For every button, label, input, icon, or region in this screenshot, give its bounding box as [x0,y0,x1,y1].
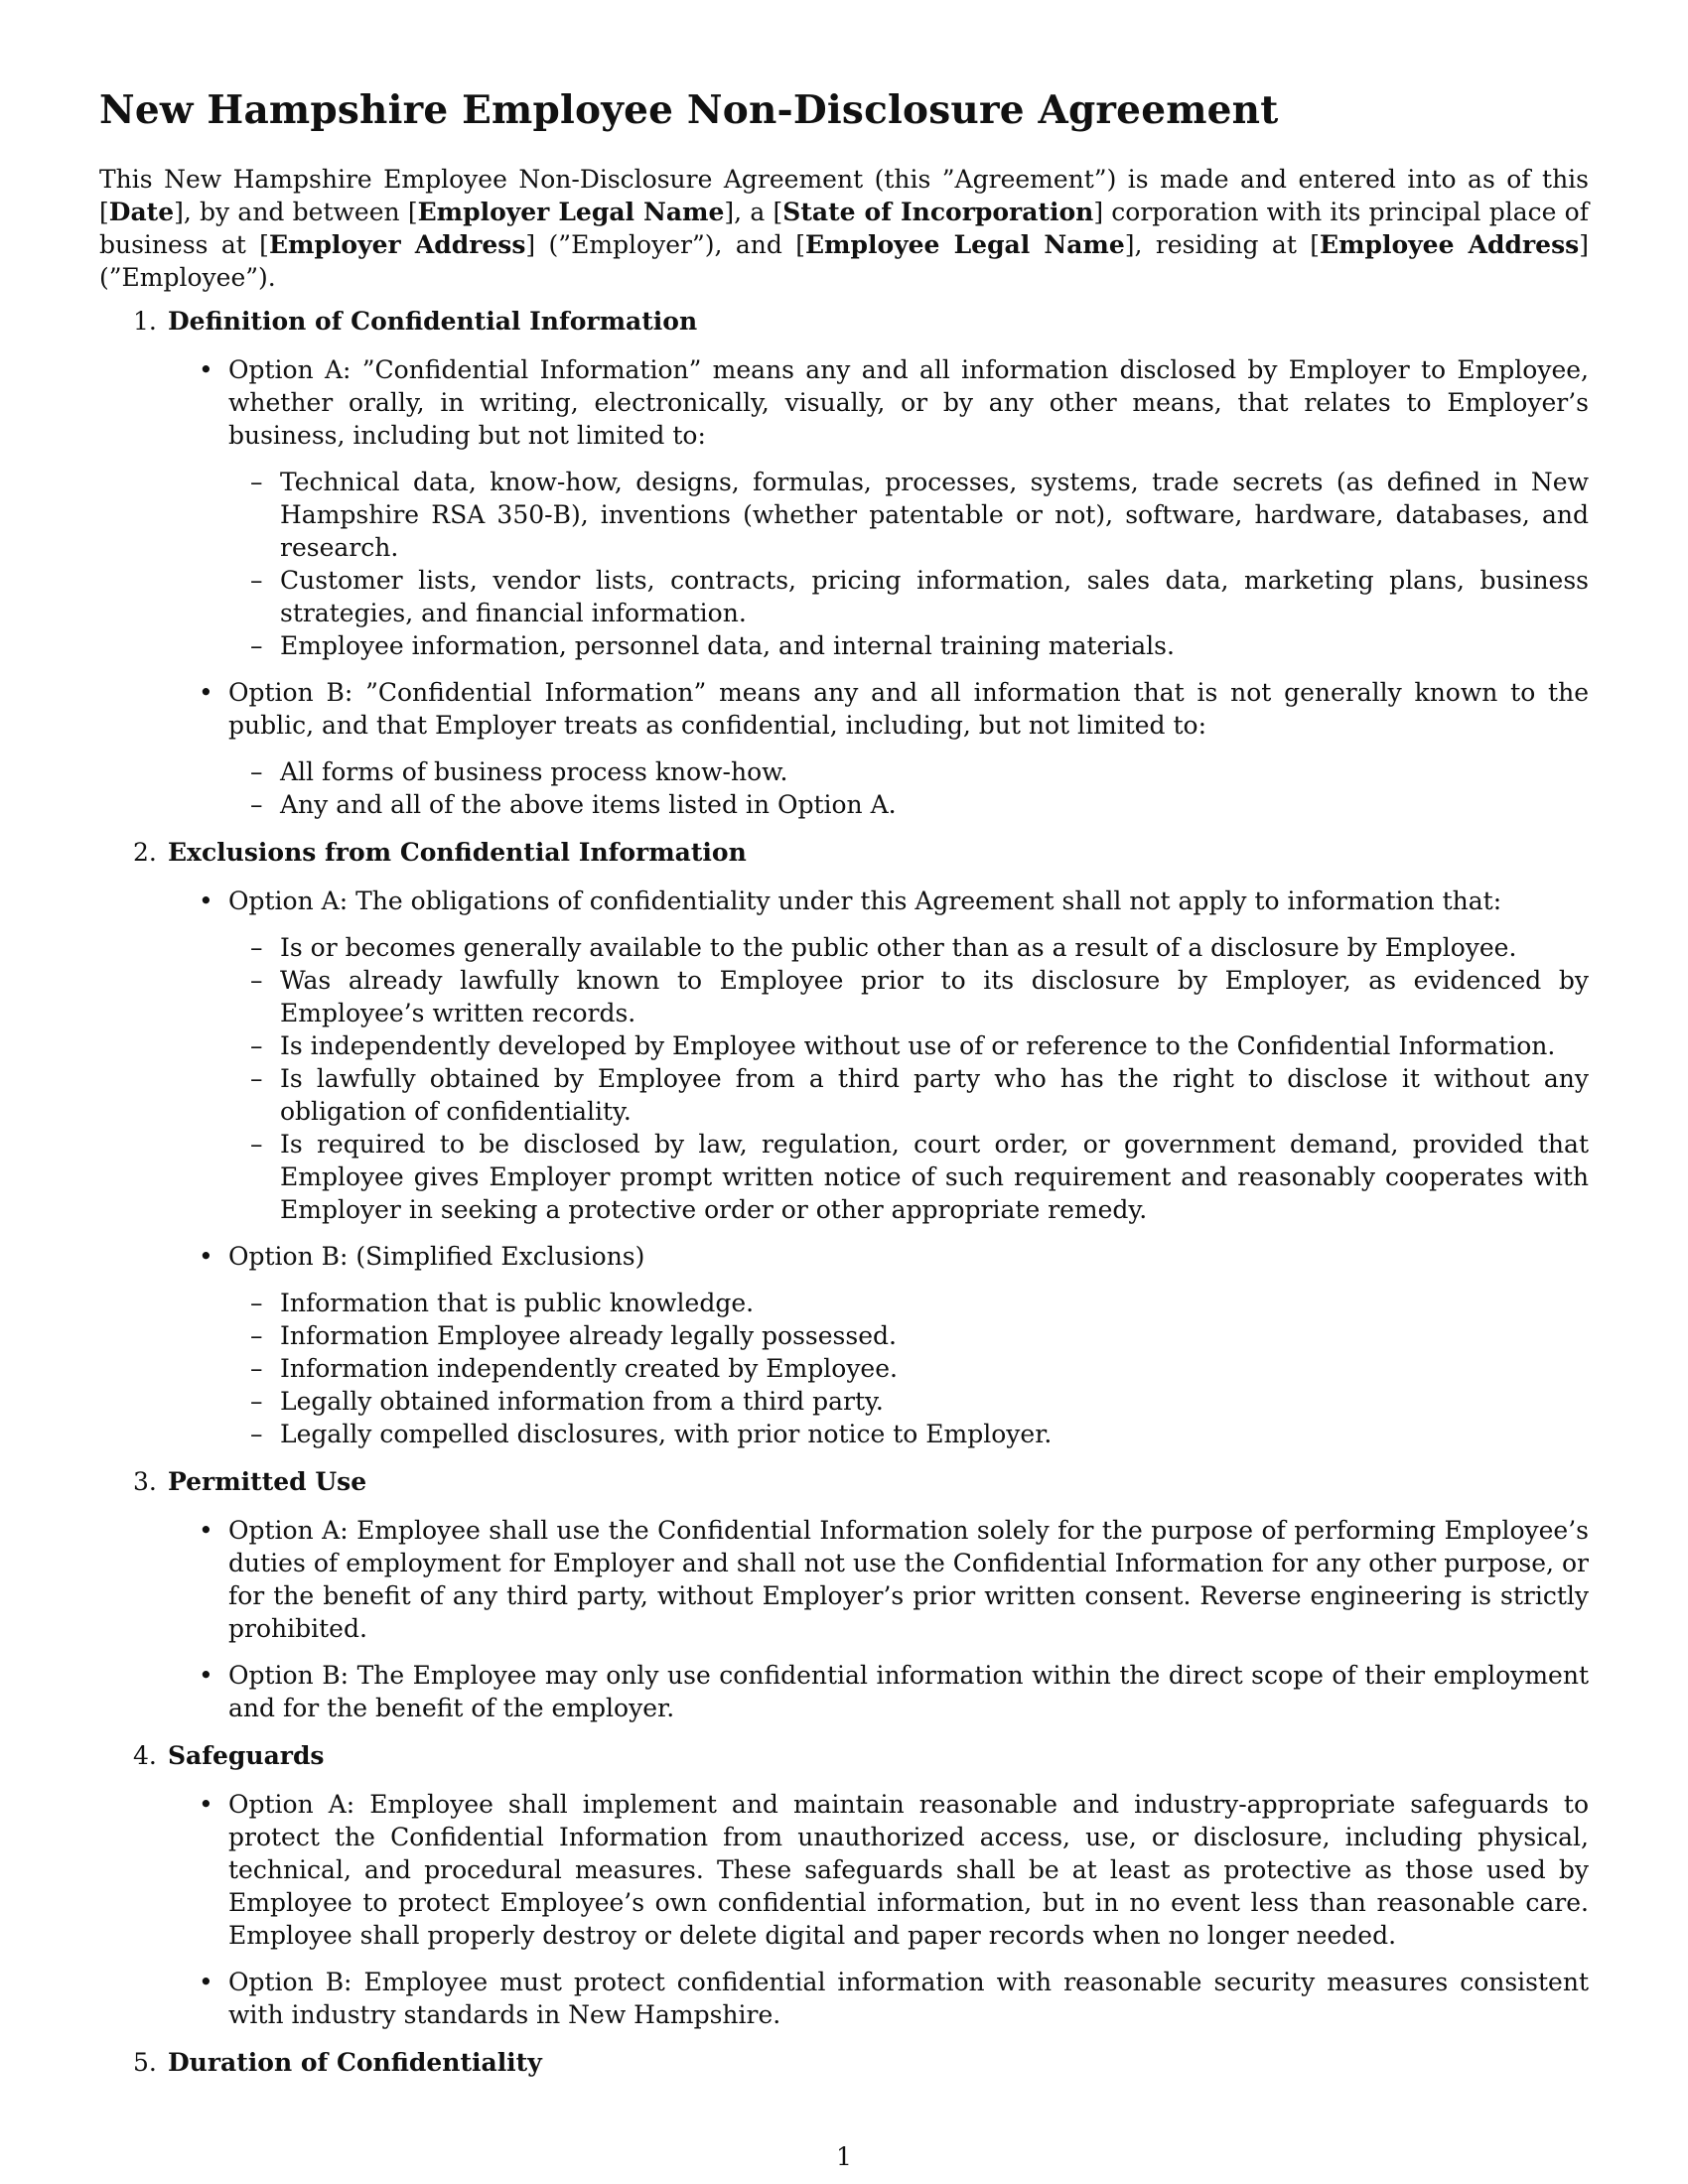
employee-address-placeholder: Employee Address [1320,230,1580,259]
sub-item-text: Is required to be disclosed by law, regulation, court order, or government demand, provided that Employee gives Employer prompt written notice of such requirement and reasonably cooperates with Employer in seeking a protective order or other appropriate remedy. [280,1130,1589,1224]
sub-item [228,931,1589,964]
sub-item [228,1385,1589,1418]
sub-item [228,788,1589,821]
section-number: 1. [133,307,157,336]
intro-paragraph [99,163,1589,294]
bullet-icon: • [199,1790,213,1819]
sub-items-list [228,466,1589,662]
sub-item-text: Was already lawfully known to Employee prior to its disclosure by Employer, as evidenced by Employee’s written records. [280,966,1589,1027]
section [99,1464,1589,1724]
option-item [99,885,1589,1226]
dash-icon: – [250,966,263,995]
dash-icon: – [250,1289,263,1317]
section-number: 5. [133,2048,157,2077]
section [99,835,1589,1450]
option-text: Option B: ”Confidential Information” means any and all information that is not generally known to the public, and that Employer treats as confidential, including, but not limited to: [228,678,1589,740]
sub-item [228,466,1589,564]
sub-item-text: Is lawfully obtained by Employee from a third party who has the right to disclose it without any obligation of confidentiality. [280,1064,1589,1126]
sub-item [228,1287,1589,1319]
intro-text: ] (”Employer”), and [ [525,230,805,259]
option-text: Option B: Employee must protect confidential information with reasonable security measures consistent with industry standards in New Hampshire. [228,1968,1589,2029]
dash-icon: – [250,566,263,595]
document-title: New Hampshire Employee Non-Disclosure Agreement [99,87,1279,133]
option-text: Option A: Employee shall use the Confidential Information solely for the purpose of performing Employee’s duties of employment for Employer and shall not use the Confidential Information for any other purpose, or for the benefit of any third party, without Employer’s prior written consent. Reverse engineering is strictly prohibited. [228,1516,1589,1643]
sub-item-text: Legally obtained information from a third party. [280,1387,884,1416]
sub-item-text: All forms of business process know-how. [280,757,788,786]
sub-item [228,1029,1589,1062]
dash-icon: – [250,468,263,496]
sub-item-text: Is or becomes generally available to the public other than as a result of a disclosure by Employee. [280,933,1517,962]
section-heading [99,1738,1589,1774]
intro-text: ] corporation with its principal place of business at [ [99,198,1589,259]
dash-icon: – [250,1321,263,1350]
sub-item [228,1128,1589,1226]
sub-item-text: Any and all of the above items listed in Option A. [280,790,897,819]
option-text: Option B: The Employee may only use confidential information within the direct scope of their employment and for the benefit of the employer. [228,1661,1589,1722]
option-text: Option A: ”Confidential Information” means any and all information disclosed by Employer to Employee, whether orally, in writing, electronically, visually, or by any other means, that relates to Employer’s business, including but not limited to: [228,355,1589,450]
sub-item [228,755,1589,788]
dash-icon: – [250,631,263,660]
sub-items-list [228,1287,1589,1450]
intro-text: ], by and between [ [174,198,418,226]
dash-icon: – [250,1064,263,1093]
sub-item-text: Employee information, personnel data, and internal training materials. [280,631,1175,660]
intro-text: ], a [ [724,198,783,226]
employer-address-placeholder: Employer Address [268,230,526,259]
option-item [99,1788,1589,1952]
dash-icon: – [250,1354,263,1383]
section [99,1738,1589,2031]
intro-text: This New Hampshire Employee Non-Disclosure Agreement (this ”Agreement”) is made and entered into as of this [ [99,165,1589,226]
option-item [99,1514,1589,1645]
section-number: 4. [133,1741,157,1770]
options-list [99,1788,1589,2031]
options-list [99,885,1589,1450]
dash-icon: – [250,790,263,819]
option-item [99,1966,1589,2031]
bullet-icon: • [199,1661,213,1690]
sub-item-text: Information Employee already legally possessed. [280,1321,897,1350]
section-number: 2. [133,838,157,867]
bullet-icon: • [199,678,213,707]
sub-item [228,564,1589,629]
document-page [99,87,1589,2087]
section-heading [99,304,1589,340]
sections-list [99,304,1589,2081]
options-list [99,1514,1589,1724]
section-heading-text: Exclusions from Confidential Information [168,838,747,867]
option-text: Option A: The obligations of confidentiality under this Agreement shall not apply to information that: [228,887,1502,915]
sub-item-text: Technical data, know-how, designs, formulas, processes, systems, trade secrets (as defined in New Hampshire RSA 350-B), inventions (whether patentable or not), software, hardware, databases, and research. [280,468,1589,562]
section [99,2045,1589,2081]
section-heading [99,2045,1589,2081]
section-heading-text: Permitted Use [168,1467,367,1496]
sub-item [228,629,1589,662]
page-number: 1 [836,2142,852,2171]
intro-text: ] (”Employee”). [99,230,1589,292]
sub-item-text: Information independently created by Employee. [280,1354,898,1383]
employer-name-placeholder: Employer Legal Name [417,198,725,226]
intro-text: ], residing at [ [1124,230,1320,259]
section-heading-text: Safeguards [168,1741,325,1770]
section-number: 3. [133,1467,157,1496]
bullet-icon: • [199,1516,213,1545]
bullet-icon: • [199,887,213,915]
sub-item [228,1418,1589,1450]
dash-icon: – [250,1420,263,1448]
bullet-icon: • [199,1242,213,1271]
sub-item [228,1319,1589,1352]
dash-icon: – [250,1130,263,1159]
sub-item-text: Is independently developed by Employee without use of or reference to the Confidential Information. [280,1031,1556,1060]
dash-icon: – [250,1031,263,1060]
sub-items-list [228,931,1589,1226]
section [99,304,1589,821]
sub-item [228,1352,1589,1385]
section-heading [99,1464,1589,1500]
option-item [99,1659,1589,1724]
section-heading [99,835,1589,871]
sub-item-text: Legally compelled disclosures, with prior notice to Employer. [280,1420,1053,1448]
option-item [99,676,1589,821]
sub-item-text: Information that is public knowledge. [280,1289,755,1317]
sub-items-list [228,755,1589,821]
sub-item-text: Customer lists, vendor lists, contracts, pricing information, sales data, marketing plans, business strategies, and financial information. [280,566,1589,627]
dash-icon: – [250,757,263,786]
bullet-icon: • [199,1968,213,1996]
bullet-icon: • [199,355,213,384]
option-item [99,353,1589,662]
dash-icon: – [250,1387,263,1416]
dash-icon: – [250,933,263,962]
options-list [99,353,1589,821]
section-heading-text: Definition of Confidential Information [168,307,698,336]
sub-item [228,964,1589,1029]
state-placeholder: State of Incorporation [782,198,1094,226]
section-heading-text: Duration of Confidentiality [168,2048,542,2077]
employee-name-placeholder: Employee Legal Name [804,230,1125,259]
option-text: Option B: (Simplified Exclusions) [228,1242,645,1271]
date-placeholder: Date [108,198,175,226]
sub-item [228,1062,1589,1128]
option-item [99,1240,1589,1450]
option-text: Option A: Employee shall implement and maintain reasonable and industry-appropriate safeguards to protect the Confidential Information from unauthorized access, use, or disclosure, including physical, technical, and procedural measures. These safeguards shall be at least as protective as those used by Employee to protect Employee’s own confidential information, but in no event less than reasonable care. Employee shall properly destroy or delete digital and paper records when no longer needed. [228,1790,1589,1950]
